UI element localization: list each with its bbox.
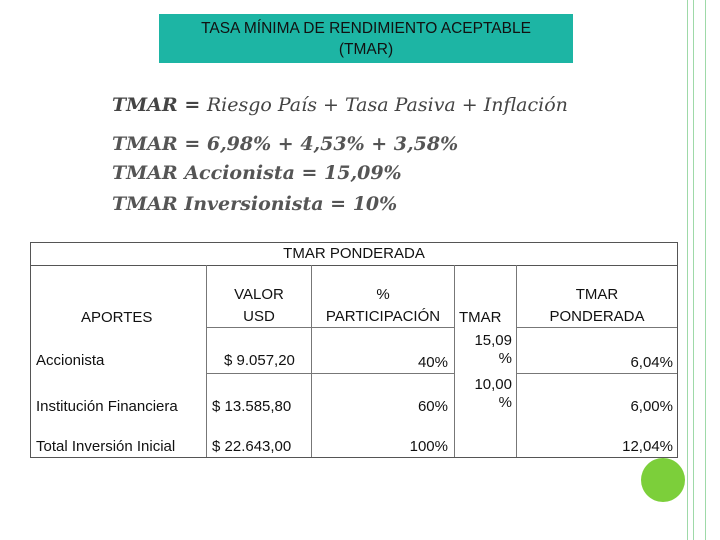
grid-line (207, 327, 311, 328)
title-line-2: (TMAR) (338, 41, 394, 58)
row-accionista-tmar-unit: % (498, 350, 512, 367)
formula-definition (112, 94, 568, 116)
grid-line (517, 373, 677, 374)
formula-accionista: TMAR Accionista = 15,09% (112, 162, 402, 184)
row-accionista-tmar-value: 15,09 (474, 332, 512, 349)
row-total-aporte: Total Inversión Inicial (36, 438, 176, 455)
grid-line (312, 327, 454, 328)
column-participacion-line1: % (376, 286, 390, 303)
grid-line (517, 327, 677, 328)
row-total-ponderada: 12,04% (622, 438, 673, 455)
row-institucion-valor: $ 13.585,80 (212, 398, 292, 415)
row-institucion-aporte: Institución Financiera (36, 398, 178, 415)
tmar-table (30, 242, 678, 458)
row-total-valor: $ 22.643,00 (212, 438, 292, 455)
decorative-circle (641, 458, 685, 502)
column-ponderada (517, 286, 677, 326)
row-accionista-valor: $ 9.057,20 (224, 352, 295, 369)
row-institucion-ponderada: 6,00% (630, 398, 673, 415)
row-institucion-pct: 60% (417, 398, 448, 415)
row-accionista-pct: 40% (417, 354, 448, 371)
row-accionista-tmar (459, 332, 512, 368)
column-valor (207, 286, 311, 326)
decorative-line-1 (687, 0, 688, 540)
formula-definition-lhs: TMAR = (112, 94, 207, 116)
title-line-1: TASA MÍNIMA DE RENDIMIENTO ACEPTABLE (201, 20, 531, 37)
row-total-pct: 100% (409, 438, 448, 455)
decorative-line-2 (693, 0, 694, 540)
row-institucion-tmar-value: 10,00 (474, 376, 512, 393)
column-participacion (312, 286, 454, 326)
formula-definition-rhs: Riesgo País + Tasa Pasiva + Inflación (206, 94, 568, 116)
formula-inversionista: TMAR Inversionista = 10% (112, 193, 398, 215)
row-accionista-ponderada: 6,04% (630, 354, 673, 371)
column-valor-line2: USD (243, 308, 275, 325)
row-accionista-aporte: Accionista (36, 352, 105, 369)
column-ponderada-line2: PONDERADA (549, 308, 645, 325)
column-aportes: APORTES (81, 309, 153, 326)
column-ponderada-line1: TMAR (575, 286, 619, 303)
title-box (159, 14, 573, 63)
table-header: TMAR PONDERADA (31, 243, 677, 266)
row-institucion-tmar (459, 376, 512, 412)
row-institucion-tmar-unit: % (498, 394, 512, 411)
column-participacion-line2: PARTICIPACIÓN (325, 308, 441, 325)
formula-values: TMAR = 6,98% + 4,53% + 3,58% (112, 133, 459, 155)
decorative-line-3 (705, 0, 706, 540)
column-tmar: TMAR (459, 309, 502, 326)
grid-line (312, 373, 454, 374)
column-valor-line1: VALOR (234, 286, 284, 303)
grid-line (454, 265, 455, 457)
grid-line (207, 373, 311, 374)
